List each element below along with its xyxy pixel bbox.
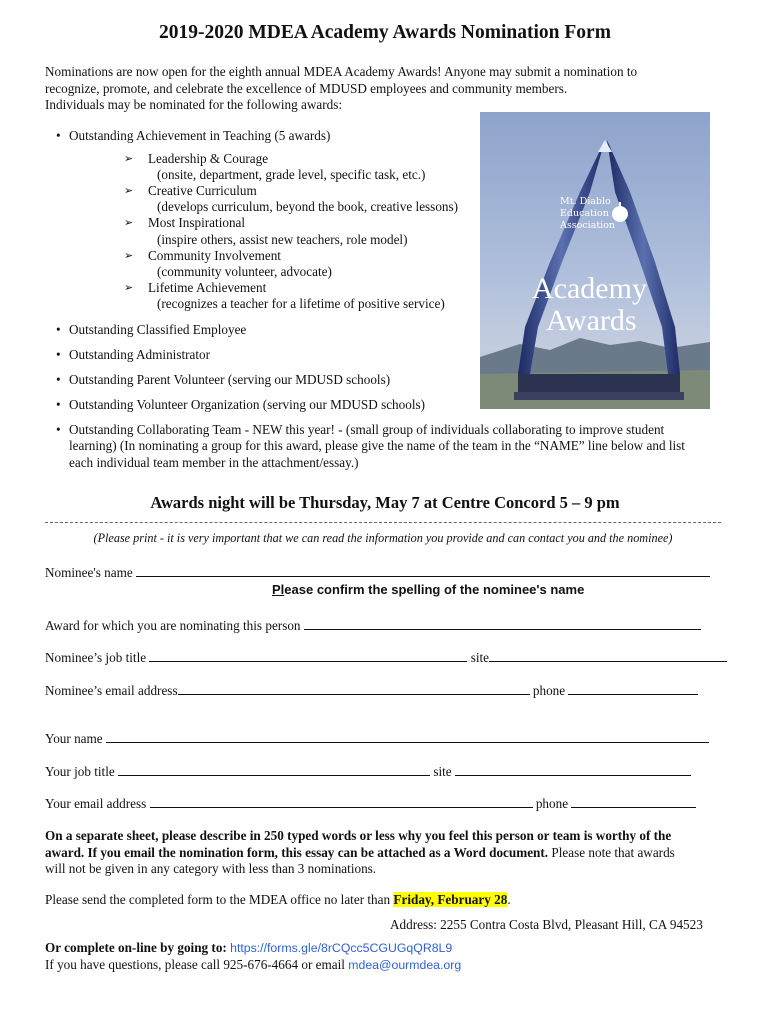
deadline-highlight: Friday, February 28 [393, 892, 508, 907]
essay-text: will not be given in any category with less than 3 nominations. [45, 861, 377, 876]
your-job-field[interactable] [118, 763, 430, 776]
award-label: Outstanding Volunteer Organization (serving our MDUSD schools) [69, 396, 426, 412]
subaward-name: Creative Curriculum [148, 182, 257, 198]
award-field[interactable] [304, 617, 701, 630]
academy-awards-image [480, 112, 710, 409]
your-job-row [45, 763, 691, 780]
field-label: site [433, 764, 452, 779]
nominee-phone-field[interactable] [568, 682, 698, 695]
subaward-desc: (develops curriculum, beyond the book, creative lessons) [157, 199, 459, 215]
confirm-text: ease confirm the spelling of the nominee's name [284, 582, 585, 597]
award-item-team [45, 422, 725, 472]
field-label: Your name [45, 731, 103, 746]
image-title-word: Academy [532, 272, 647, 305]
intro-paragraph [45, 64, 705, 114]
intro-line: Nominations are now open for the eighth annual MDEA Academy Awards! Anyone may submit a nomination to [45, 64, 638, 79]
subaward-desc: (onsite, department, grade level, specific task, etc.) [157, 166, 426, 182]
subaward-desc: (community volunteer, advocate) [157, 263, 332, 279]
nominee-site-field[interactable] [489, 649, 727, 662]
award-label: Outstanding Achievement in Teaching (5 awards) [69, 128, 331, 143]
nominee-email-field[interactable] [178, 682, 530, 695]
image-org-line: Education [560, 208, 609, 219]
subaward-name: Most Inspirational [148, 215, 246, 231]
your-phone-field[interactable] [571, 795, 696, 808]
award-label: Outstanding Classified Employee [69, 321, 247, 337]
awards-night-heading: Awards night will be Thursday, May 7 at Centre Concord 5 – 9 pm [150, 493, 620, 512]
arrow-bullet-icon: ➢ [124, 216, 134, 230]
award-label: each individual team member in the attachment/essay.) [69, 454, 359, 470]
online-form-link[interactable]: https://forms.gle/8rCQcc5CGUGqQR8L9 [230, 941, 453, 955]
image-title-word: Awards [546, 304, 637, 337]
essay-instructions [45, 828, 721, 878]
subaward-name: Community Involvement [148, 247, 281, 263]
nominee-job-row [45, 649, 727, 666]
confirm-spelling-note [272, 582, 584, 597]
confirm-underlined: Pl [272, 582, 285, 597]
online-form-line [45, 940, 452, 956]
questions-text: If you have questions, please call 925-676-4664 or email [45, 957, 349, 972]
field-label: Nominee's name [45, 565, 133, 580]
subaward-desc: (recognizes a teacher for a lifetime of positive service) [157, 296, 445, 312]
image-org-line: Association [560, 220, 616, 231]
your-site-field[interactable] [455, 763, 691, 776]
send-end: . [507, 892, 511, 907]
office-address: Address: 2255 Contra Costa Blvd, Pleasant Hill, CA 94523 [390, 917, 703, 932]
apple-icon [612, 206, 628, 222]
nominee-name-field[interactable] [136, 564, 710, 577]
bullet-icon: • [56, 396, 61, 412]
field-label: Your email address [45, 796, 147, 811]
your-name-field[interactable] [106, 730, 709, 743]
field-label: Nominee’s job title [45, 650, 147, 665]
award-label: Outstanding Collaborating Team - NEW this year! - (small group of individuals collaborating to improve student [69, 421, 665, 437]
email-link[interactable]: mdea@ourmdea.org [348, 958, 462, 972]
your-email-field[interactable] [150, 795, 533, 808]
bullet-icon: • [56, 128, 61, 143]
field-label: phone [532, 683, 566, 698]
arrow-bullet-icon: ➢ [124, 151, 134, 165]
award-label: Outstanding Parent Volunteer (serving our MDUSD schools) [69, 371, 391, 387]
your-name-row [45, 730, 709, 747]
subaward-desc: (inspire others, assist new teachers, role model) [157, 231, 408, 247]
subaward-name: Leadership & Courage [148, 150, 269, 166]
field-label: phone [535, 796, 569, 811]
essay-bold: award. If you email the nomination form, this essay can be attached as a Word document. [45, 844, 549, 860]
bullet-icon: • [56, 346, 61, 362]
image-org-line: Mt. Diablo [560, 196, 611, 207]
nominee-name-row [45, 564, 710, 581]
print-note: (Please print - it is very important that we can read the information you provide and can contact you and the nominee) [93, 531, 673, 545]
field-label: site [470, 650, 490, 665]
subaward-name: Lifetime Achievement [148, 280, 267, 296]
field-label: Nominee’s email address [45, 683, 178, 698]
nominee-email-row [45, 682, 698, 699]
send-text: Please send the completed form to the MDEA office no later than [45, 892, 394, 907]
intro-line: Individuals may be nominated for the following awards: [45, 97, 343, 112]
essay-bold: On a separate sheet, please describe in 250 typed words or less why you feel this person or team is worthy of the [45, 828, 672, 843]
trophy-illustration [480, 112, 710, 409]
bullet-icon: • [56, 371, 61, 387]
field-label: Award for which you are nominating this person [45, 618, 301, 633]
bullet-icon: • [56, 321, 61, 337]
field-label: Your job title [45, 764, 115, 779]
award-label: learning) (In nominating a group for this award, please give the name of the team in the “NAME” line below and list [69, 438, 685, 454]
award-row [45, 617, 701, 634]
arrow-bullet-icon: ➢ [124, 281, 134, 295]
arrow-bullet-icon: ➢ [124, 248, 134, 262]
essay-text: Please note that awards [548, 844, 675, 860]
dashed-divider [45, 522, 721, 523]
nominee-job-field[interactable] [149, 649, 467, 662]
intro-line: recognize, promote, and celebrate the excellence of MDUSD employees and community members. [45, 80, 568, 96]
page-title: 2019-2020 MDEA Academy Awards Nomination Form [159, 22, 611, 43]
award-label: Outstanding Administrator [69, 346, 211, 362]
send-instructions [45, 892, 511, 908]
online-label: Or complete on-line by going to: [45, 940, 227, 955]
questions-line [45, 957, 461, 973]
bullet-icon: • [56, 421, 61, 437]
arrow-bullet-icon: ➢ [124, 183, 134, 197]
your-email-row [45, 795, 696, 812]
